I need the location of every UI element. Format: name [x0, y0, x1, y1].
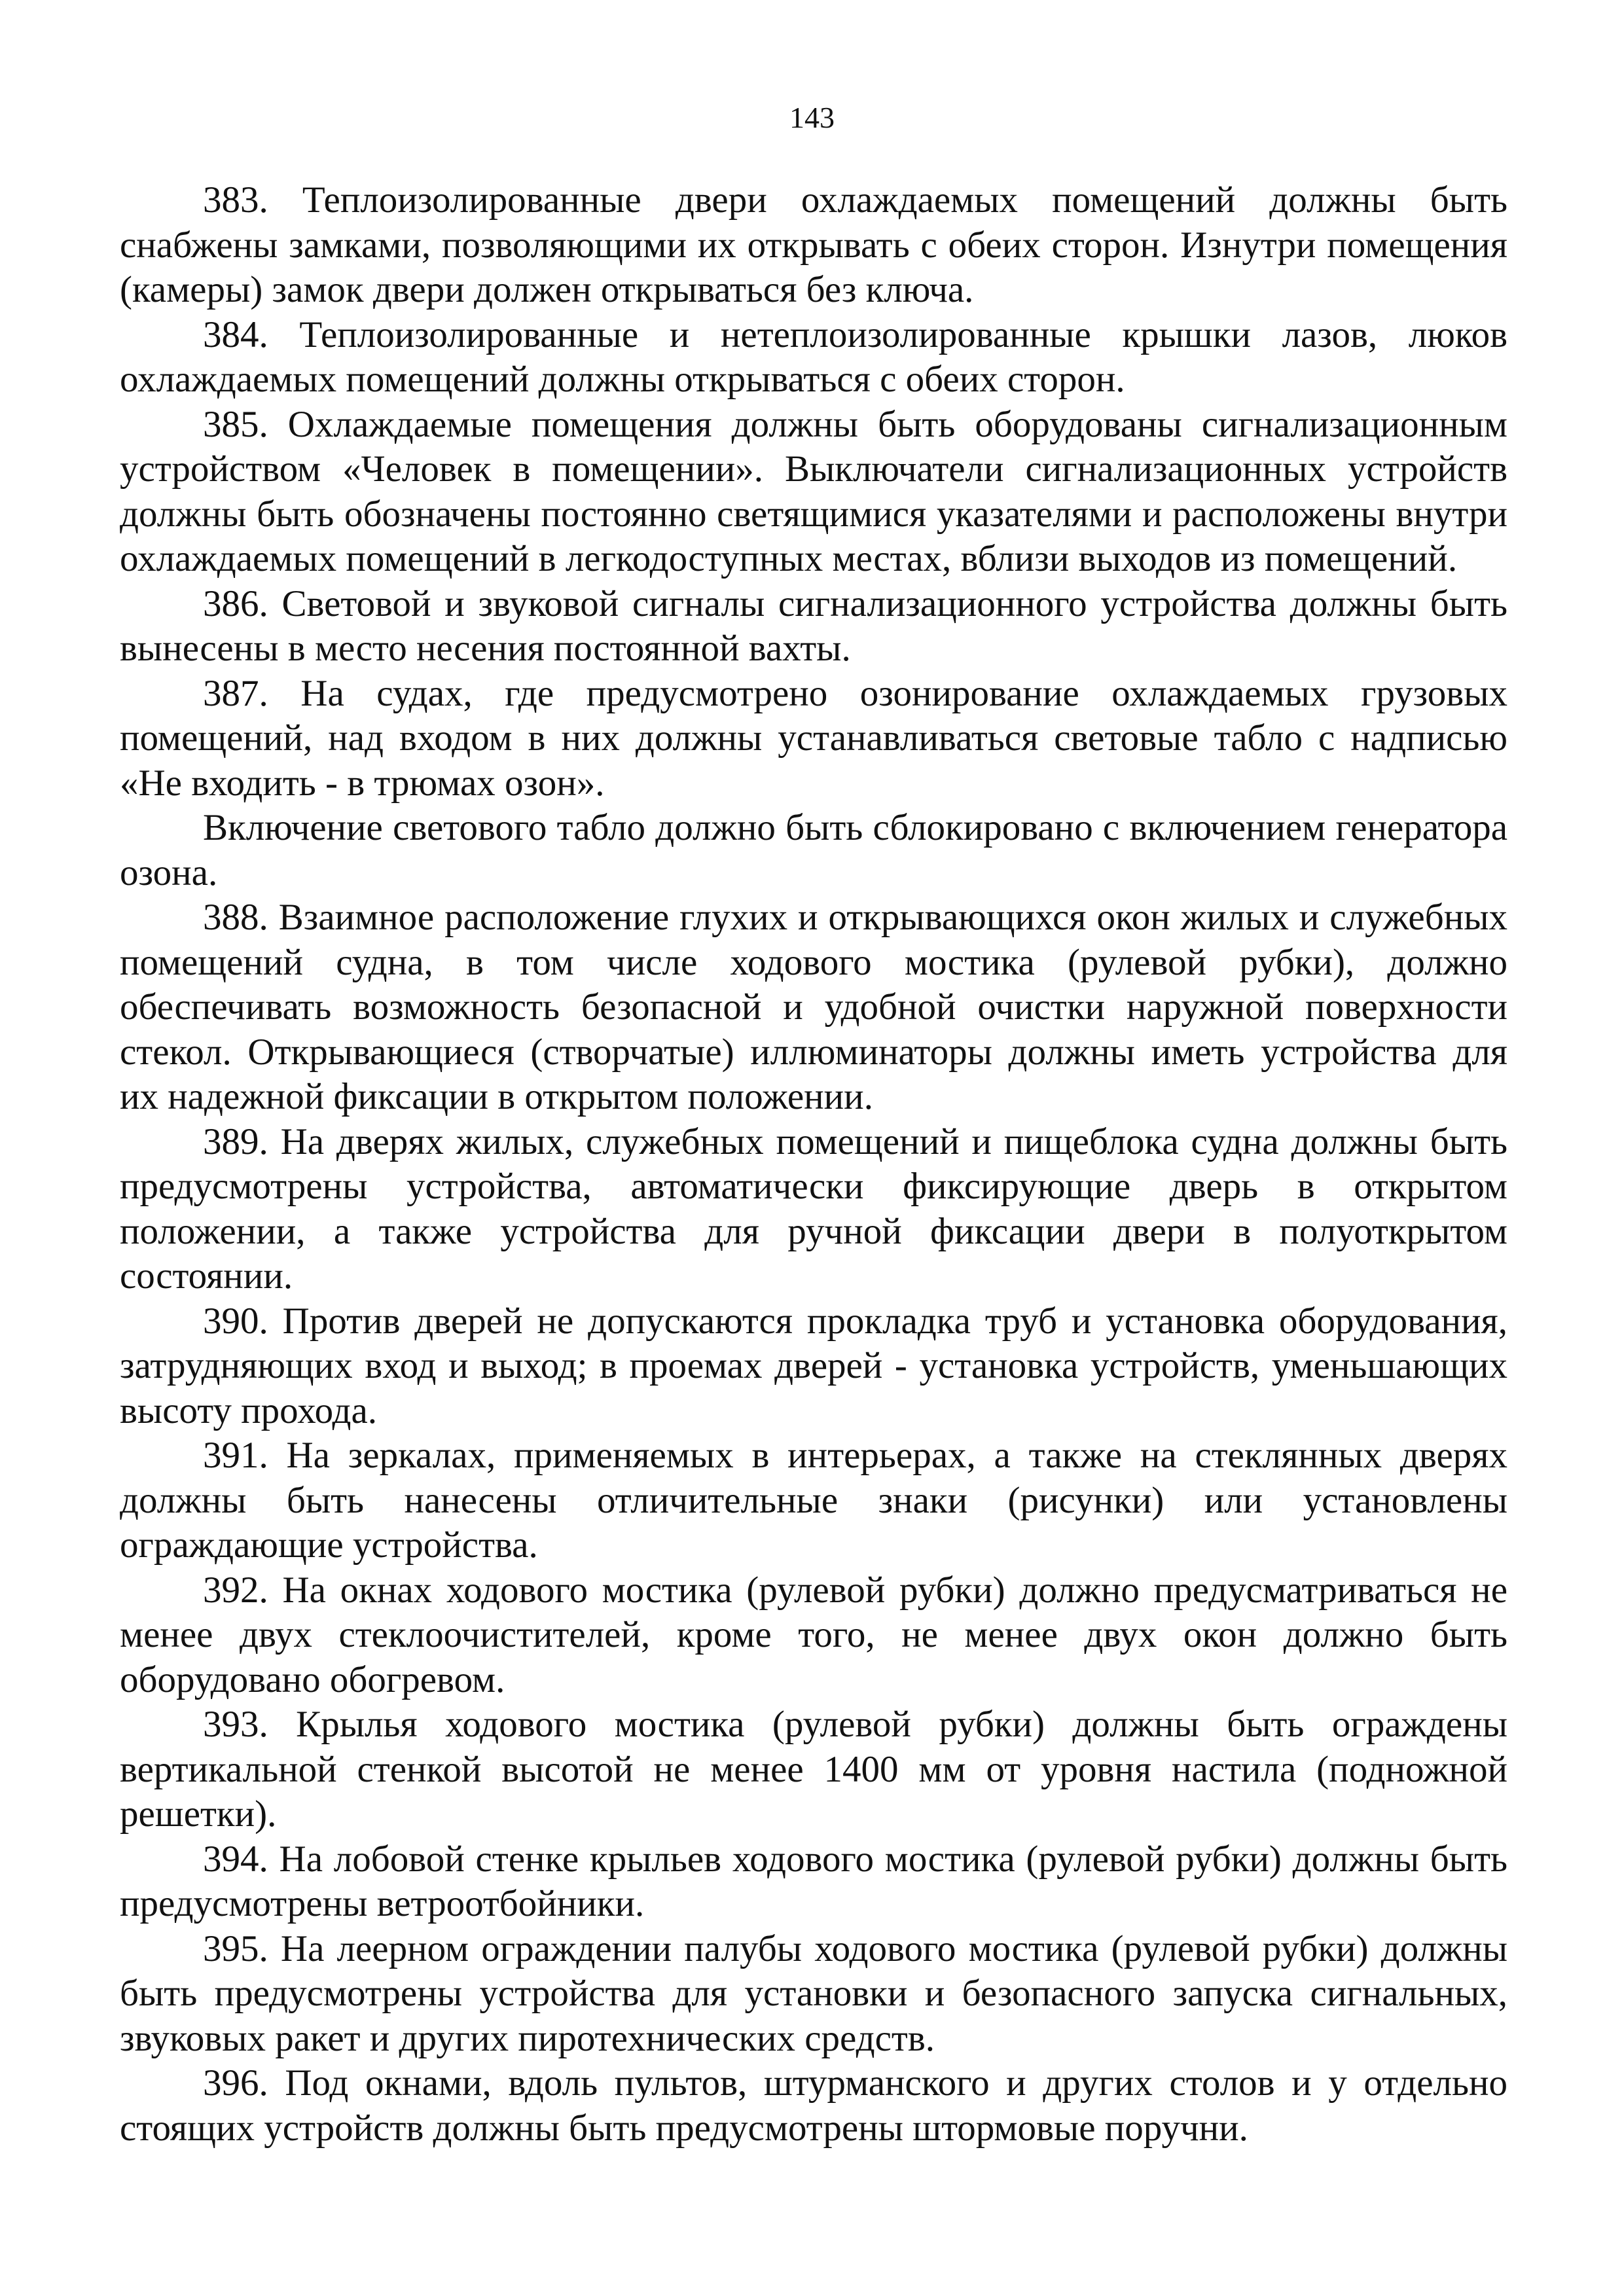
paragraph-387: 387. На судах, где предусмотрено озонирование охлаждаемых грузовых помещений, над входом в них должны устанавливаться световые табло с надписью «Не входить - в трюмах озон». [120, 672, 1507, 804]
paragraph-384: 384. Теплоизолированные и нетеплоизолированные крышки лазов, люков охлаждаемых помещений должны открываться с обеих сторон. [120, 314, 1507, 400]
paragraph-387-continuation: Включение светового табло должно быть сблокировано с включением генератора озона. [120, 807, 1507, 893]
paragraph-396: 396. Под окнами, вдоль пультов, штурманского и других столов и у отдельно стоящих устройств должны быть предусмотрены штормовые поручни. [120, 2062, 1507, 2149]
paragraph-395: 395. На леерном ограждении палубы ходового мостика (рулевой рубки) должны быть предусмотрены устройства для установки и безопасного запуска сигнальных, звуковых ракет и других пиротехнических средств. [120, 1928, 1507, 2059]
document-body [120, 178, 1507, 2151]
paragraph-393: 393. Крылья ходового мостика (рулевой рубки) должны быть ограждены вертикальной стенкой высотой не менее 1400 мм от уровня настила (подножной решетки). [120, 1704, 1507, 1835]
paragraph-391: 391. На зеркалах, применяемых в интерьерах, а также на стеклянных дверях должны быть нанесены отличительные знаки (рисунки) или установлены ограждающие устройства. [120, 1435, 1507, 1566]
paragraph-390: 390. Против дверей не допускаются прокладка труб и установка оборудования, затрудняющих вход и выход; в проемах дверей - установка устройств, уменьшающих высоту прохода. [120, 1300, 1507, 1431]
paragraph-388: 388. Взаимное расположение глухих и открывающихся окон жилых и служебных помещений судна, в том числе ходового мостика (рулевой рубки), должно обеспечивать возможность безопасной и удобной очистки наружной поверхности стекол. Открывающиеся (створчатые) иллюминаторы должны иметь устройства для их надежной фиксации в открытом положении. [120, 897, 1507, 1117]
paragraph-394: 394. На лобовой стенке крыльев ходового мостика (рулевой рубки) должны быть предусмотрены ветроотбойники. [120, 1838, 1507, 1924]
paragraph-389: 389. На дверях жилых, служебных помещений и пищеблока судна должны быть предусмотрены устройства, автоматически фиксирующие дверь в открытом положении, а также устройства для ручной фиксации двери в полуоткрытом состоянии. [120, 1121, 1507, 1297]
paragraph-385: 385. Охлаждаемые помещения должны быть оборудованы сигнализационным устройством «Человек в помещении». Выключатели сигнализационных устройств должны быть обозначены постоянно светящимися указателями и расположены внутри охлаждаемых помещений в легкодоступных местах, вблизи выходов из помещений. [120, 403, 1507, 579]
page-number: 143 [789, 101, 835, 134]
paragraph-392: 392. На окнах ходового мостика (рулевой рубки) должно предусматриваться не менее двух стеклоочистителей, кроме того, не менее двух окон должно быть оборудовано обогревом. [120, 1569, 1507, 1700]
paragraph-386: 386. Световой и звуковой сигналы сигнализационного устройства должны быть вынесены в место несения постоянной вахты. [120, 583, 1507, 669]
paragraph-383: 383. Теплоизолированные двери охлаждаемых помещений должны быть снабжены замками, позволяющими их открывать с обеих сторон. Изнутри помещения (камеры) замок двери должен открываться без ключа. [120, 179, 1507, 310]
